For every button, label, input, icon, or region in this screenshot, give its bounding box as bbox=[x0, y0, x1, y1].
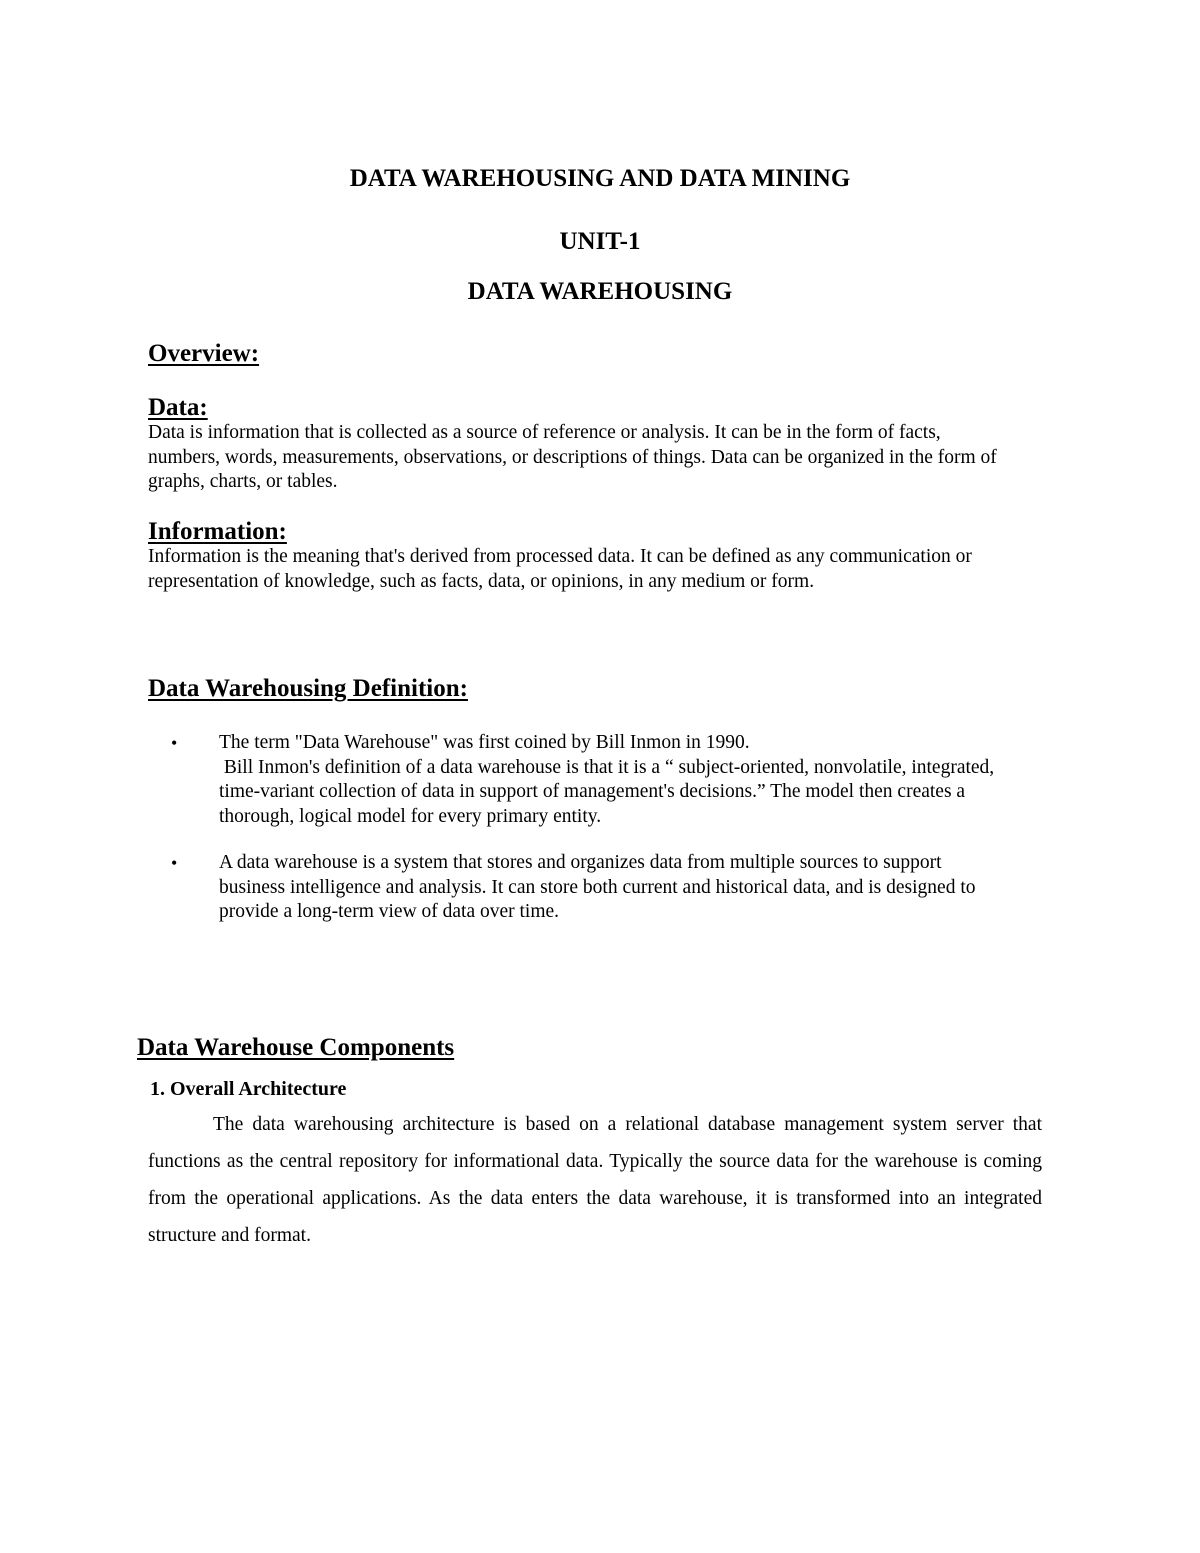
overview-heading: Overview: bbox=[148, 340, 260, 367]
definition-bullet-1 bbox=[219, 731, 1049, 829]
bullet-1-line-4: thorough, logical model for every primary entity. bbox=[219, 805, 602, 827]
bullet-marker-2: • bbox=[171, 853, 178, 873]
bullet-1-line-1: The term "Data Warehouse" was first coined by Bill Inmon in 1990. bbox=[219, 732, 750, 753]
data-line-3: graphs, charts, or tables. bbox=[148, 471, 338, 492]
bullet-2-line-1: A data warehouse is a system that stores and organizes data from multiple sources to support bbox=[219, 852, 942, 873]
architecture-subheading: 1. Overall Architecture bbox=[150, 1078, 347, 1100]
data-line-1: Data is information that is collected as a source of reference or analysis. It can be in the form of facts, bbox=[148, 422, 941, 443]
information-heading: Information: bbox=[148, 518, 287, 545]
definition-bullet-2 bbox=[219, 851, 1049, 925]
data-paragraph bbox=[148, 421, 1048, 495]
components-heading: Data Warehouse Components bbox=[137, 1034, 455, 1061]
bullet-marker-1: • bbox=[171, 733, 178, 753]
data-line-2: numbers, words, measurements, observations, or descriptions of things. Data can be organized in the form of bbox=[148, 446, 997, 468]
document-title: DATA WAREHOUSING AND DATA MINING bbox=[349, 165, 851, 192]
bullet-2-line-2: business intelligence and analysis. It can store both current and historical data, and is designed to bbox=[219, 876, 976, 898]
information-line-1: Information is the meaning that's derived from processed data. It can be defined as any communication or bbox=[148, 546, 972, 567]
information-paragraph bbox=[148, 545, 1048, 594]
architecture-paragraph: The data warehousing architecture is based on a relational database management system server that functions as the central repository for informational data. Typically the source data for the warehouse is coming from the operational applications. As the data enters the data warehouse, it is transformed into an integrated structure and format. bbox=[148, 1114, 1042, 1246]
definition-heading: Data Warehousing Definition: bbox=[148, 675, 468, 702]
bullet-2-line-3: provide a long-term view of data over time. bbox=[219, 901, 560, 922]
bullet-1-line-2: Bill Inmon's definition of a data warehouse is that it is a “ subject-oriented, nonvolatile, integrated, bbox=[219, 756, 995, 778]
unit-title: UNIT-1 bbox=[559, 228, 641, 255]
data-heading: Data: bbox=[148, 394, 208, 421]
information-line-2: representation of knowledge, such as facts, data, or opinions, in any medium or form. bbox=[148, 570, 815, 592]
section-title: DATA WAREHOUSING bbox=[467, 278, 733, 305]
bullet-1-line-3: time-variant collection of data in support of management's decisions.” The model then creates a bbox=[219, 781, 966, 802]
